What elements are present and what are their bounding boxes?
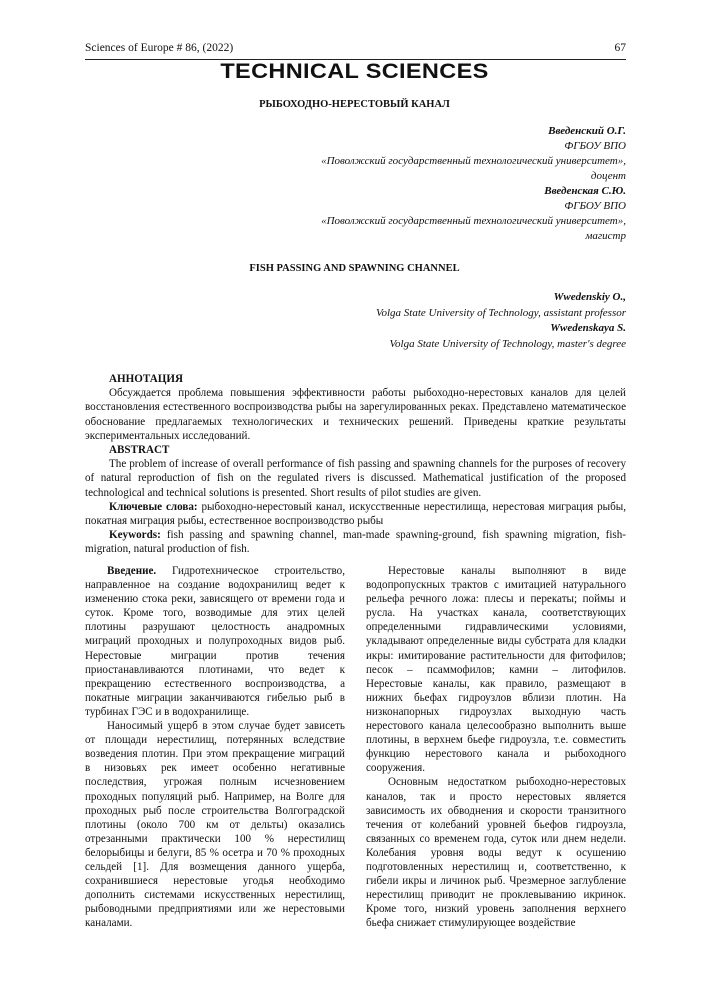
- author-university: «Поволжский государственный технологический университет»,: [321, 155, 626, 167]
- body-column-left: [85, 564, 345, 930]
- abstract-text: The problem of increase of overall performance of fish passing and spawning channels for the purposes of recovery of natural reproduction of fish on the regulated rivers is discussed. Mathematical justification of the proposed technological and technical solutions is presented. Short results of pilot studies are given.: [85, 458, 626, 499]
- author-name: Wwedenskaya S.: [550, 322, 626, 335]
- body-paragraph: Основным недостатком рыбоходно-нерестовых каналов, так и просто нерестовых является зависимость их обводнения и скорости транзитного течения от колебаний уровней бьефов гидроузла, связанных со временем года, суток или днем недели. Колебания уровня воды ведут к осушению подготовленных нерестилищ и, соответственно, к гибели икры и личинок рыб. Чрезмерное заглубление нерестилищ приводит не проклевыванию икринок. Кроме того, низкий уровень заполнения верхнего бьефа снижает стимулирующее воздействие: [366, 776, 626, 930]
- author-affiliation: Volga State University of Technology, master's degree: [389, 337, 626, 350]
- author-org: ФГБОУ ВПО: [564, 200, 626, 212]
- author-name: Wwedenskiy O.,: [553, 291, 626, 303]
- abstract-block: [85, 372, 626, 557]
- keywords-ru-label: Ключевые слова:: [109, 500, 198, 513]
- author-affiliation: Volga State University of Technology, assistant professor: [375, 306, 626, 319]
- annotation-text: Обсуждается проблема повышения эффективности работы рыбоходно-нерестовых каналов для целей восстановления естественного воспроизводства рыбы на зарегулированных реках. Представлено математическое обоснование предлагаемых технологических и технических решений. Приведены краткие результаты экспериментальных исследований.: [85, 387, 626, 442]
- keywords-en-text: fish passing and spawning channel, man-made spawning-ground, fish spawning migration, fish-migration, natural production of fish.: [85, 529, 626, 556]
- author-name: Введенский О.Г.: [548, 125, 626, 137]
- author-name: Введенская С.Ю.: [544, 185, 626, 197]
- body-column-right: [366, 564, 626, 930]
- author-org: ФГБОУ ВПО: [564, 140, 626, 152]
- page-number: 67: [614, 42, 626, 54]
- abstract-heading: ABSTRACT: [109, 444, 170, 457]
- annotation-heading: АННОТАЦИЯ: [109, 373, 184, 385]
- body-paragraph: Нерестовые каналы выполняют в виде водопропускных трактов с имитацией натурального рельефа речного ложа: плесы и перекаты; поймы и русла. На участках канала, соответствующих определенными гидравлическими условиями, укладывают определенные виды субстрата для кладки икры: имитирование растительности для фитофилов; песок – псаммофилов; камни – литофилов. Нерестовые каналы, как правило, размещают в нижних бьефах гидроузлов вблизи плотин. На низконапорных гидроузлах выходную часть нерестового канала целесообразно выполнить выше плотины, в верхнем бьефе гидроузла, т.е. совместить функцию нерестового канала и рыбоходного сооружения.: [366, 565, 626, 775]
- author-university: «Поволжский государственный технологический университет»,: [321, 215, 626, 227]
- keywords-ru: [85, 500, 626, 528]
- intro-label: Введение.: [107, 565, 157, 577]
- body-paragraph: Наносимый ущерб в этом случае будет зависеть от площади нерестилищ, потерянных вследствие возведения плотин. При этом прекращение миграций в низовьях рек имеет особенно негативные последствия, угрожая полным исчезновением проходных популяций рыб. Например, на Волге для проходных рыб после строительства Волгоградской плотины (около 700 км от дельты) оказались отрезанными практически 100 % нерестилищ белорыбицы и белуги, 85 % осетра и 70 % проходных сельдей [1]. Для возмещения данного ущерба, сохранившиеся нерестовые угодья необходимо дополнить системами искусственных нерестилищ, рыбоводными предприятиями или же нерестовыми каналами.: [85, 720, 345, 930]
- article-title-en: FISH PASSING AND SPAWNING CHANNEL: [249, 263, 460, 274]
- running-header: [85, 41, 626, 60]
- journal-name: Sciences of Europe # 86, (2022): [85, 42, 234, 54]
- authors-ru: [321, 124, 626, 244]
- authors-en: [376, 290, 626, 352]
- section-title: TECHNICAL SCIENCES: [220, 60, 489, 83]
- author-position: доцент: [590, 170, 626, 182]
- article-title-ru: РЫБОХОДНО-НЕРЕСТОВЫЙ КАНАЛ: [259, 99, 450, 110]
- paragraph-text: Гидротехническое строительство, направленное на создание водохранилищ ведет к изменению стока реки, зависящего от времени года и суток. Кроме того, возводимые для этих целей плотины разрушают целостность анадромных миграций проходных и полупроходных видов рыб. Нерестовые миграции против течения приостанавливаются плотинами, что ведет к прекращению естественного воспроизводства, а покатные миграции заканчиваются гибелью рыб в турбинах ГЭС и в водохранилище.: [85, 565, 345, 718]
- keywords-en-label: Keywords:: [109, 529, 161, 542]
- keywords-en: [85, 528, 626, 556]
- author-position: магистр: [585, 230, 626, 242]
- keywords-ru-text: рыбоходно-нерестовый канал, искусственные нерестилища, нерестовая миграция рыбы, покатная миграция рыбы, естественное воспроизводство рыбы: [85, 500, 626, 528]
- body-paragraph: [85, 564, 345, 719]
